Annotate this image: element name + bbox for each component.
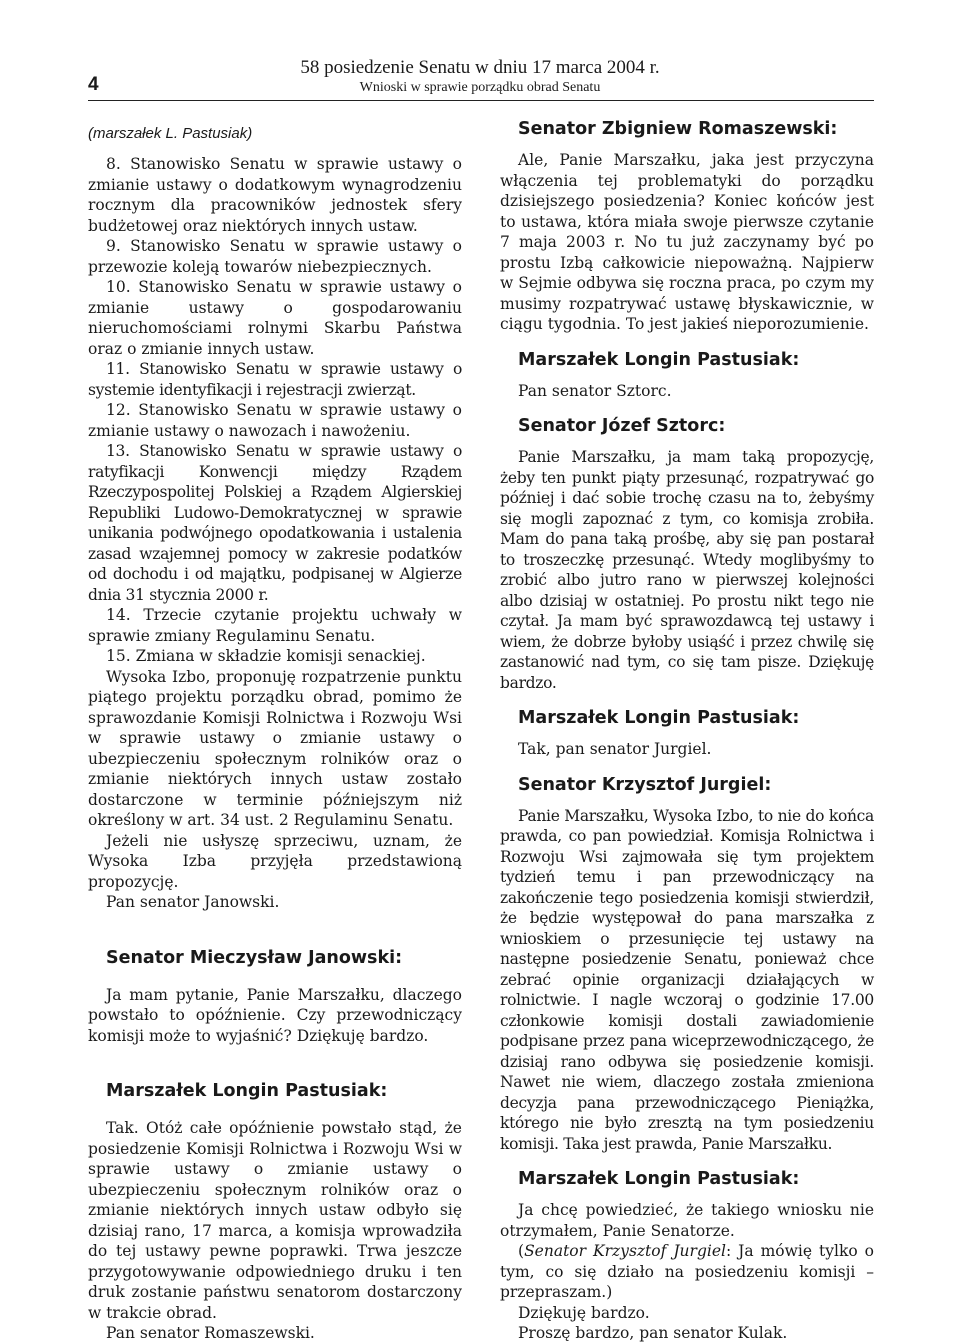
- speaker-heading: Marszałek Longin Pastusiak:: [518, 349, 800, 370]
- speech-paragraph: Ja chcę powiedzieć, że takiego wniosku nie otrzymałem, Panie Senatorze.: [500, 1201, 874, 1240]
- agenda-item-13: 13. Stanowisko Senatu w sprawie ustawy o ratyfikacji Konwencji między Rządem Rzeczypospolitej Polskiej a Rządem Algierskiej Republiki Ludowo-Demokratycznej w sprawie unikania podwójnego opodatkowania i ustalenia zasad wzajemnej pomocy w zakresie podatków od dochodu i od majątku, podpisanej w Algierze dnia 31 stycznia 2000 r.: [88, 442, 462, 604]
- agenda-item-14: 14. Trzecie czytanie projektu uchwały w sprawie zmiany Regulaminu Senatu.: [88, 606, 462, 645]
- speech-paragraph: Panie Marszałku, Wysoka Izbo, to nie do końca prawda, co pan powiedział. Komisja Rolnictwa i Rozwoju Wsi zajmowała się tym projektem tydzień temu i pan przewodniczący na zakończenie tego posiedzenia komisji stwierdził, że będzie występował do pana marszałka z wnioskiem o przesunięcie tej ustawy na następne posiedzenie Senatu, ponieważ chce zebrać opinie organizacji działających w rolnictwie. I nagle wczoraj o godzinie 17.00 członkowie komisji dostali zawiadomienie podpisane przez pana wiceprzewodniczącego, że dzisiaj rano odbywa się posiedzenie komisji. Nawet nie wiem, dlaczego została zmieniona decyzja pana przewodniczącego Pieniążka, którego nie było zresztą na tym posiedzeniu komisji. Taka jest prawda, Panie Marszałku.: [500, 806, 874, 1153]
- speech-paragraph: Proszę bardzo, pan senator Kulak.: [518, 1324, 788, 1342]
- speaker-heading: Marszałek Longin Pastusiak:: [518, 708, 800, 728]
- speech-paragraph: Pan senator Janowski.: [106, 893, 280, 911]
- agenda-item-11: 11. Stanowisko Senatu w sprawie ustawy o systemie identyfikacji i rejestracji zwierząt.: [88, 360, 462, 399]
- interjection-text: : Ja mówię tylko o tym, co się działo na posiedzeniu komisji – przepraszam.): [500, 1242, 874, 1301]
- agenda-item-12: 12. Stanowisko Senatu w sprawie ustawy o zmianie ustawy o nawozach i nawożeniu.: [88, 401, 462, 440]
- page-header: [0, 0, 960, 100]
- speech-paragraph: Tak, pan senator Jurgiel.: [518, 740, 712, 758]
- speech-paragraph: Jeżeli nie usłyszę sprzeciwu, uznam, że Wysoka Izba przyjęła przedstawioną propozycję.: [88, 831, 462, 891]
- speech-paragraph: Panie Marszałku, ja mam taką propozycję, żeby ten punkt piąty przesunąć, rozpatrywać go później i dać sobie trochę czasu na to, żebyśmy się mogli zapoznać z tym, co komisja zrobiła. Mam do pana taką prośbę, aby się pan postarał to troszeczkę przesunąć. Wtedy moglibyśmy to zrobić albo jutro rano w pierwszej kolejności albo dzisiaj w ostatniej. Po prostu nikt tego nie czytał. Ja mam być sprawozdawcą tej ustawy i wiem, że dobrze byłoby usiąść i przez chwilę się zastanowić nad tym, co się tam pisze. Dziękuję bardzo.: [500, 448, 874, 692]
- speech-paragraph: Pan senator Sztorc.: [518, 381, 672, 400]
- agenda-item-10: 10. Stanowisko Senatu w sprawie ustawy o zmianie ustawy o gospodarowaniu nieruchomościami rolnymi Skarbu Państwa oraz o zmianie innych ustaw.: [88, 278, 462, 358]
- speech-paragraph: Wysoka Izbo, proponuję rozpatrzenie punktu piątego projektu porządku obrad, pomimo że sprawozdanie Komisji Rolnictwa i Rozwoju Wsi w sprawie ustawy o zmianie ustawy o ubezpieczeniu społecznym rolników oraz o zmianie niektórych innych ustaw zostało dostarczone w terminie późniejszym niż określony w art. 34 ust. 2 Regulaminu Senatu.: [88, 667, 462, 829]
- speech-paragraph: Tak. Otóż całe opóźnienie powstało stąd, że posiedzenie Komisji Rolnictwa i Rozwoju Wsi w sprawie ustawy o zmianie ustawy o ubezpieczeniu społecznym rolników oraz o zmianie niektórych innych ustaw odbyło się dzisiaj rano, 17 marca, a komisja wprowadziła do tej ustawy pewne poprawki. Trwa jeszcze przygotowywanie odpowiedniego druku i ten druk zostanie państwu senatorom dostarczony w trakcie obrad.: [88, 1119, 462, 1322]
- header-rule: [88, 100, 874, 101]
- speaker-heading: Senator Mieczysław Janowski:: [106, 947, 403, 968]
- running-subtitle: Wnioski w sprawie porządku obrad Senatu: [359, 80, 601, 95]
- speaker-heading: Senator Józef Sztorc:: [518, 416, 726, 436]
- agenda-item-9: 9. Stanowisko Senatu w sprawie ustawy o przewozie koleją towarów niebezpiecznych.: [88, 237, 462, 276]
- speaker-heading: Marszałek Longin Pastusiak:: [518, 1169, 800, 1189]
- running-title: 58 posiedzenie Senatu w dniu 17 marca 2004 r.: [300, 57, 660, 78]
- speech-paragraph: Ale, Panie Marszałku, jaka jest przyczyna włączenia tej problematyki do porządku dzisiejszego posiedzenia? Koniec końców jest to ustawa, która miała swoje pierwsze czytanie 7 maja 2003 r. No tu już zaczynamy być po prostu Izbą całkowicie niepoważną. Najpierw w Sejmie odbywa się roczna praca, po czym my musimy rozpatrywać ustawę błyskawicznie, w ciągu tygodnia. To jest jakieś nieporozumienie.: [500, 151, 874, 333]
- speaker-heading: Senator Krzysztof Jurgiel:: [518, 774, 772, 795]
- agenda-item-15: 15. Zmiana w składzie komisji senackiej.: [106, 647, 426, 665]
- interjection: (Senator Krzysztof Jurgiel: Ja mówię tylko o tym, co się działo na posiedzeniu komisji – przepraszam.): [500, 1242, 874, 1301]
- page-number: 4: [88, 74, 99, 95]
- right-column: [500, 118, 874, 1344]
- speaker-heading: Marszałek Longin Pastusiak:: [106, 1081, 388, 1101]
- chair-note: (marszałek L. Pastusiak): [88, 125, 253, 142]
- speech-paragraph: Pan senator Romaszewski.: [106, 1324, 315, 1342]
- speech-paragraph: Dziękuję bardzo.: [518, 1303, 650, 1322]
- agenda-item-8: 8. Stanowisko Senatu w sprawie ustawy o zmianie ustawy o dodatkowym wynagrodzeniu rocznym dla pracowników jednostek sfery budżetowej oraz niektórych innych ustaw.: [88, 155, 462, 235]
- interjection-speaker: Senator Krzysztof Jurgiel: [524, 1242, 726, 1260]
- speaker-heading: Senator Zbigniew Romaszewski:: [518, 119, 838, 139]
- left-column: [88, 118, 462, 1344]
- speech-paragraph: Ja mam pytanie, Panie Marszałku, dlaczego powstało to opóźnienie. Czy przewodniczący komisji może to wyjaśnić? Dziękuję bardzo.: [88, 985, 462, 1045]
